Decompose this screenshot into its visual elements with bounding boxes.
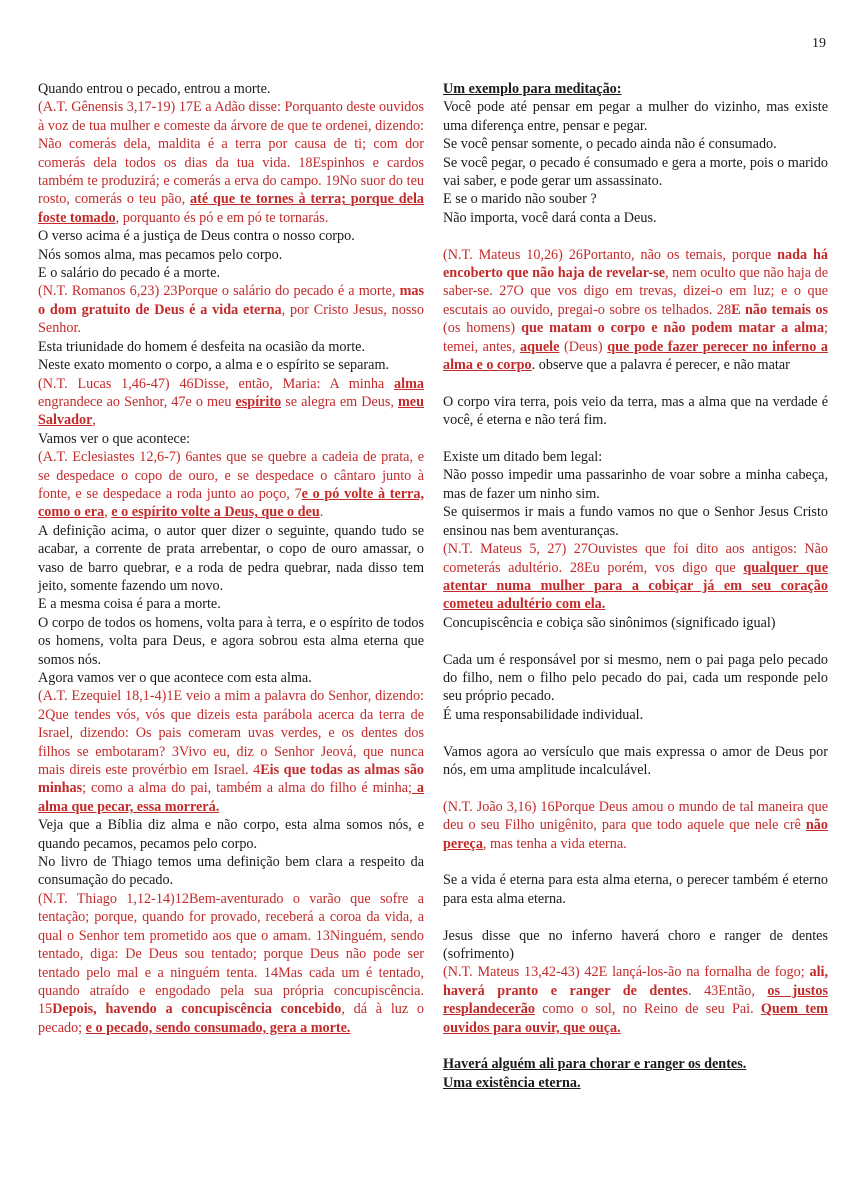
paragraph-l7 bbox=[38, 338, 424, 356]
paragraph-r2 bbox=[443, 98, 828, 135]
paragraph-l16 bbox=[38, 687, 424, 816]
text-segment: Concupiscência e cobiça são sinônimos (significado igual) bbox=[443, 614, 776, 631]
text-segment: No livro de Thiago temos uma definição bem clara a respeito da consumação do pecado. bbox=[38, 854, 424, 889]
text-segment: , bbox=[104, 504, 112, 521]
text-segment: alma bbox=[394, 375, 424, 392]
paragraph-l13 bbox=[38, 595, 424, 613]
paragraph-l6 bbox=[38, 282, 424, 337]
text-segment: Veja que a Bíblia diz alma e não corpo, esta alma somos nós, e quando pecamos, pecamos pelo corpo. bbox=[38, 817, 424, 852]
text-segment: mas o dom gratuito de Deus é a vida eterna bbox=[38, 283, 424, 318]
paragraph-r12 bbox=[443, 448, 828, 466]
paragraph-l18 bbox=[38, 853, 424, 890]
text-segment: a alma que pecar, essa morrerá. bbox=[38, 780, 425, 815]
text-segment: E o salário do pecado é a morte. bbox=[38, 265, 220, 282]
text-segment: Haverá alguém ali para chorar e ranger os dentes. bbox=[443, 1056, 747, 1073]
text-segment: Se você pegar, o pecado é consumado e gera a morte, pois o marido vai saber, e pode gerar um assassinato. bbox=[443, 154, 828, 190]
paragraph-r25 bbox=[443, 871, 828, 908]
text-segment: não pereça bbox=[443, 817, 828, 852]
text-segment: (N.T. Lucas 1,46-47) 46Disse, então, Maria: A minha bbox=[38, 375, 395, 392]
paragraph-r18 bbox=[443, 651, 828, 706]
paragraph-l1 bbox=[38, 80, 424, 98]
paragraph-l5 bbox=[38, 264, 424, 282]
text-segment: Quem tem ouvidos para ouvir, que ouça. bbox=[443, 1001, 828, 1036]
paragraph-spacer bbox=[443, 853, 828, 871]
paragraph-r27 bbox=[443, 927, 828, 964]
text-segment: Um exemplo para meditação: bbox=[443, 81, 622, 97]
paragraph-spacer bbox=[443, 227, 828, 245]
text-segment: ali, haverá pranto e ranger de dentes bbox=[443, 964, 828, 999]
text-segment: E não temais os bbox=[731, 301, 828, 318]
text-segment: que matam o corpo e não podem matar a alma bbox=[521, 320, 825, 337]
text-segment: Neste exato momento o corpo, a alma e o espírito se separam. bbox=[38, 357, 390, 374]
paragraph-l3 bbox=[38, 227, 424, 245]
text-segment: engrandece ao Senhor, 47e o meu bbox=[38, 393, 236, 410]
paragraph-spacer bbox=[443, 724, 828, 742]
text-segment: E a mesma coisa é para a morte. bbox=[38, 596, 221, 613]
paragraph-r30 bbox=[443, 1055, 828, 1073]
text-segment: Cada um é responsável por si mesmo, nem o pai paga pelo pecado do filho, nem o filho pelo pecado do pai, cada um responde pelo seu próprio pecado. bbox=[443, 651, 828, 705]
text-segment: E se o marido não souber ? bbox=[443, 191, 597, 208]
paragraph-r16 bbox=[443, 614, 828, 632]
text-segment: (A.T. Ezequiel 18,1-4)1E veio a mim a palavra do Senhor, dizendo: 2Que tendes vós, vós que dizeis esta parábola acerca da terra de Israel, dizendo: Os pais comeram uvas verdes, e os dentes dos filhos se embotaram? 3Vivo eu, diz o Senhor Jeová, que nunca mais direis este provérbio em Israel. 4 bbox=[38, 688, 424, 779]
text-segment: até que te tornes à terra; porque dela foste tomado bbox=[38, 191, 424, 226]
text-segment: que pode fazer perecer no inferno a alma e o corpo bbox=[443, 338, 829, 374]
text-segment: Jesus disse que no inferno haverá choro e ranger de dentes (sofrimento) bbox=[443, 927, 828, 962]
text-segment: , bbox=[92, 412, 96, 429]
text-segment: O corpo de todos os homens, volta para à terra, e o espírito de todos os homens, volta para Deus, e agora sobrou esta alma eterna que somos nós. bbox=[38, 614, 424, 668]
paragraph-r8 bbox=[443, 246, 828, 375]
paragraph-r15 bbox=[443, 540, 828, 614]
text-segment: Não importa, você dará conta a Deus. bbox=[443, 209, 657, 226]
paragraph-l4 bbox=[38, 246, 424, 264]
text-segment: Se quisermos ir mais a fundo vamos no que o Senhor Jesus Cristo ensinou nas bem aventuranças. bbox=[443, 504, 828, 539]
paragraph-l15 bbox=[38, 669, 424, 687]
paragraph-l9 bbox=[38, 375, 424, 430]
text-segment: Se você pensar somente, o pecado ainda não é consumado. bbox=[443, 136, 777, 153]
text-segment: ; temei, antes, bbox=[443, 320, 828, 355]
paragraph-l11 bbox=[38, 448, 424, 522]
text-segment: (N.T. Thiago 1,12-14)12Bem-aventurado o varão que sofre a tentação; porque, quando for provado, receberá a coroa da vida, a qual o Senhor tem prometido aos que o amam. 13Ninguém, sendo tentado, diga: De Deus sou tentado; porque Deus não pode ser tentado pelo mal e a ninguém tenta. 14Mas cada um é tentado, quando atraído e engodado pela sua própria concupiscência. 15 bbox=[38, 890, 424, 1018]
paragraph-l2 bbox=[38, 98, 424, 227]
paragraph-spacer bbox=[443, 632, 828, 650]
page-number: 19 bbox=[812, 36, 826, 51]
paragraph-r1 bbox=[443, 80, 828, 98]
paragraph-r21 bbox=[443, 743, 828, 780]
paragraph-spacer bbox=[443, 374, 828, 392]
paragraph-l14 bbox=[38, 614, 424, 669]
text-segment: os justos resplandecerão bbox=[443, 982, 829, 1018]
text-segment: , porquanto és pó e em pó te tornarás. bbox=[115, 209, 329, 226]
paragraph-r14 bbox=[443, 503, 828, 540]
text-segment: espírito bbox=[235, 393, 282, 410]
text-segment: (A.T. Gênensis 3,17-19) 17E a Adão disse: Porquanto deste ouvidos à voz de tua mulher e comeste da árvore de que te ordenei, dizendo: Não comerás dela, maldita é a terra por causa de ti; com dor comerás dela todos os dias da tua vida. 18Espinhos e cardos também te produzirá; e comerás a erva do campo. 19No suor do teu rosto, comerás o teu pão, bbox=[38, 99, 424, 208]
text-segment: Esta triunidade do homem é desfeita na ocasião da morte. bbox=[38, 338, 365, 355]
left-column bbox=[38, 80, 424, 1037]
text-segment: (N.T. Romanos 6,23) 23Porque o salário do pecado é a morte, bbox=[38, 283, 400, 300]
text-segment: (N.T. Mateus 13,42-43) 42E lançá-los-ão na fornalha de fogo; bbox=[443, 964, 810, 981]
text-segment: aquele bbox=[519, 338, 560, 355]
text-segment: Uma existência eterna. bbox=[443, 1074, 581, 1091]
paragraph-l17 bbox=[38, 816, 424, 853]
text-segment: , nem oculto que não haja de saber-se. 27O que vos digo em trevas, dizei-o em luz; e o que escutais ao ouvido, pregai-o sobre os telhados. 28 bbox=[443, 265, 828, 318]
text-segment: (Deus) bbox=[559, 338, 608, 355]
text-segment: . bbox=[319, 504, 324, 521]
paragraph-l12 bbox=[38, 522, 424, 596]
text-segment: nada há encoberto que não haja de revelar-se bbox=[443, 246, 829, 282]
text-segment: Nós somos alma, mas pecamos pelo corpo. bbox=[38, 246, 283, 263]
paragraph-r6 bbox=[443, 209, 828, 227]
text-segment: Eis que todas as almas são minhas bbox=[38, 762, 425, 797]
paragraph-spacer bbox=[443, 1037, 828, 1055]
text-segment: Você pode até pensar em pegar a mulher do vizinho, mas existe uma diferença entre, pensar e pegar. bbox=[443, 99, 828, 134]
text-segment: e o pó volte à terra, como o era bbox=[38, 485, 424, 521]
paragraph-spacer bbox=[443, 908, 828, 926]
paragraph-r19 bbox=[443, 706, 828, 724]
paragraph-l10 bbox=[38, 430, 424, 448]
right-column bbox=[443, 80, 828, 1092]
text-segment: . observe que a palavra é perecer, e não matar bbox=[531, 357, 790, 374]
text-segment: Vamos agora ao versículo que mais expressa o amor de Deus por nós, em uma amplitude incalculável. bbox=[443, 743, 828, 778]
text-segment: , por Cristo Jesus, nosso Senhor. bbox=[38, 301, 424, 337]
text-segment: como o sol, no Reino de seu Pai. bbox=[534, 1001, 761, 1018]
text-segment: , mas tenha a vida eterna. bbox=[482, 835, 627, 852]
paragraph-l19 bbox=[38, 890, 424, 1037]
text-segment: É uma responsabilidade individual. bbox=[443, 706, 644, 723]
text-segment: , dá à luz o pecado; bbox=[38, 1001, 424, 1036]
paragraph-r28 bbox=[443, 963, 828, 1037]
text-segment: . 43Então, bbox=[688, 982, 768, 999]
paragraph-r3 bbox=[443, 135, 828, 153]
text-segment: Agora vamos ver o que acontece com esta alma. bbox=[38, 670, 312, 686]
text-segment: Não posso impedir uma passarinho de voar sobre a minha cabeça, mas de fazer um ninho sim. bbox=[443, 467, 828, 502]
text-segment: e o pecado, sendo consumado, gera a morte. bbox=[85, 1019, 351, 1036]
text-segment: meu Salvador bbox=[38, 393, 424, 429]
text-segment: (os homens) bbox=[443, 320, 522, 337]
text-segment: (N.T. Mateus 5, 27) 27Ouvistes que foi dito aos antigos: Não cometerás adultério. 28Eu porém, vos digo que bbox=[443, 541, 828, 576]
text-segment: A definição acima, o autor quer dizer o seguinte, quando tudo se acabar, a corrente de prata arrebentar, o copo de ouro amassar, o vaso de barro quebrar, e a roda de pedra quebrar, nada disso tem jeito, somente fazendo um novo. bbox=[38, 522, 424, 594]
paragraph-r23 bbox=[443, 798, 828, 853]
paragraph-r5 bbox=[443, 190, 828, 208]
text-segment: qualquer que atentar numa mulher para a cobiçar já em seu coração cometeu adultério com ela. bbox=[443, 559, 828, 613]
paragraph-r13 bbox=[443, 466, 828, 503]
text-segment: Vamos ver o que acontece: bbox=[38, 430, 191, 447]
text-segment: O verso acima é a justiça de Deus contra o nosso corpo. bbox=[38, 228, 355, 245]
text-segment: Existe um ditado bem legal: bbox=[443, 449, 603, 466]
paragraph-spacer bbox=[443, 430, 828, 448]
text-segment: ; como a alma do pai, também a alma do filho é minha; bbox=[82, 780, 412, 797]
text-segment: (A.T. Eclesiastes 12,6-7) 6antes que se quebre a cadeia de prata, e se despedace o copo de ouro, e se despedace o cântaro junto à fonte, e se despedace a roda junto ao poço, 7 bbox=[38, 449, 424, 502]
text-segment: Se a vida é eterna para esta alma eterna, o perecer também é eterno para esta alma eterna. bbox=[443, 872, 828, 907]
text-segment: (N.T. Mateus 10,26) 26Portanto, não os temais, porque bbox=[443, 246, 778, 263]
paragraph-l8 bbox=[38, 356, 424, 374]
text-segment: (N.T. João 3,16) 16Porque Deus amou o mundo de tal maneira que deu o seu Filho unigênito, para que todo aquele que nele crê bbox=[443, 798, 828, 834]
paragraph-r31 bbox=[443, 1074, 828, 1092]
paragraph-r10 bbox=[443, 393, 828, 430]
text-segment: se alegra em Deus, bbox=[281, 393, 398, 410]
text-segment: Quando entrou o pecado, entrou a morte. bbox=[38, 81, 271, 97]
text-segment: O corpo vira terra, pois veio da terra, mas a alma que na verdade é você, é eterna e não terá fim. bbox=[443, 393, 828, 429]
paragraph-spacer bbox=[443, 779, 828, 797]
text-segment: Depois, havendo a concupiscência concebido bbox=[52, 1001, 342, 1018]
text-segment: e o espírito volte a Deus, que o deu bbox=[111, 504, 320, 521]
paragraph-r4 bbox=[443, 154, 828, 191]
